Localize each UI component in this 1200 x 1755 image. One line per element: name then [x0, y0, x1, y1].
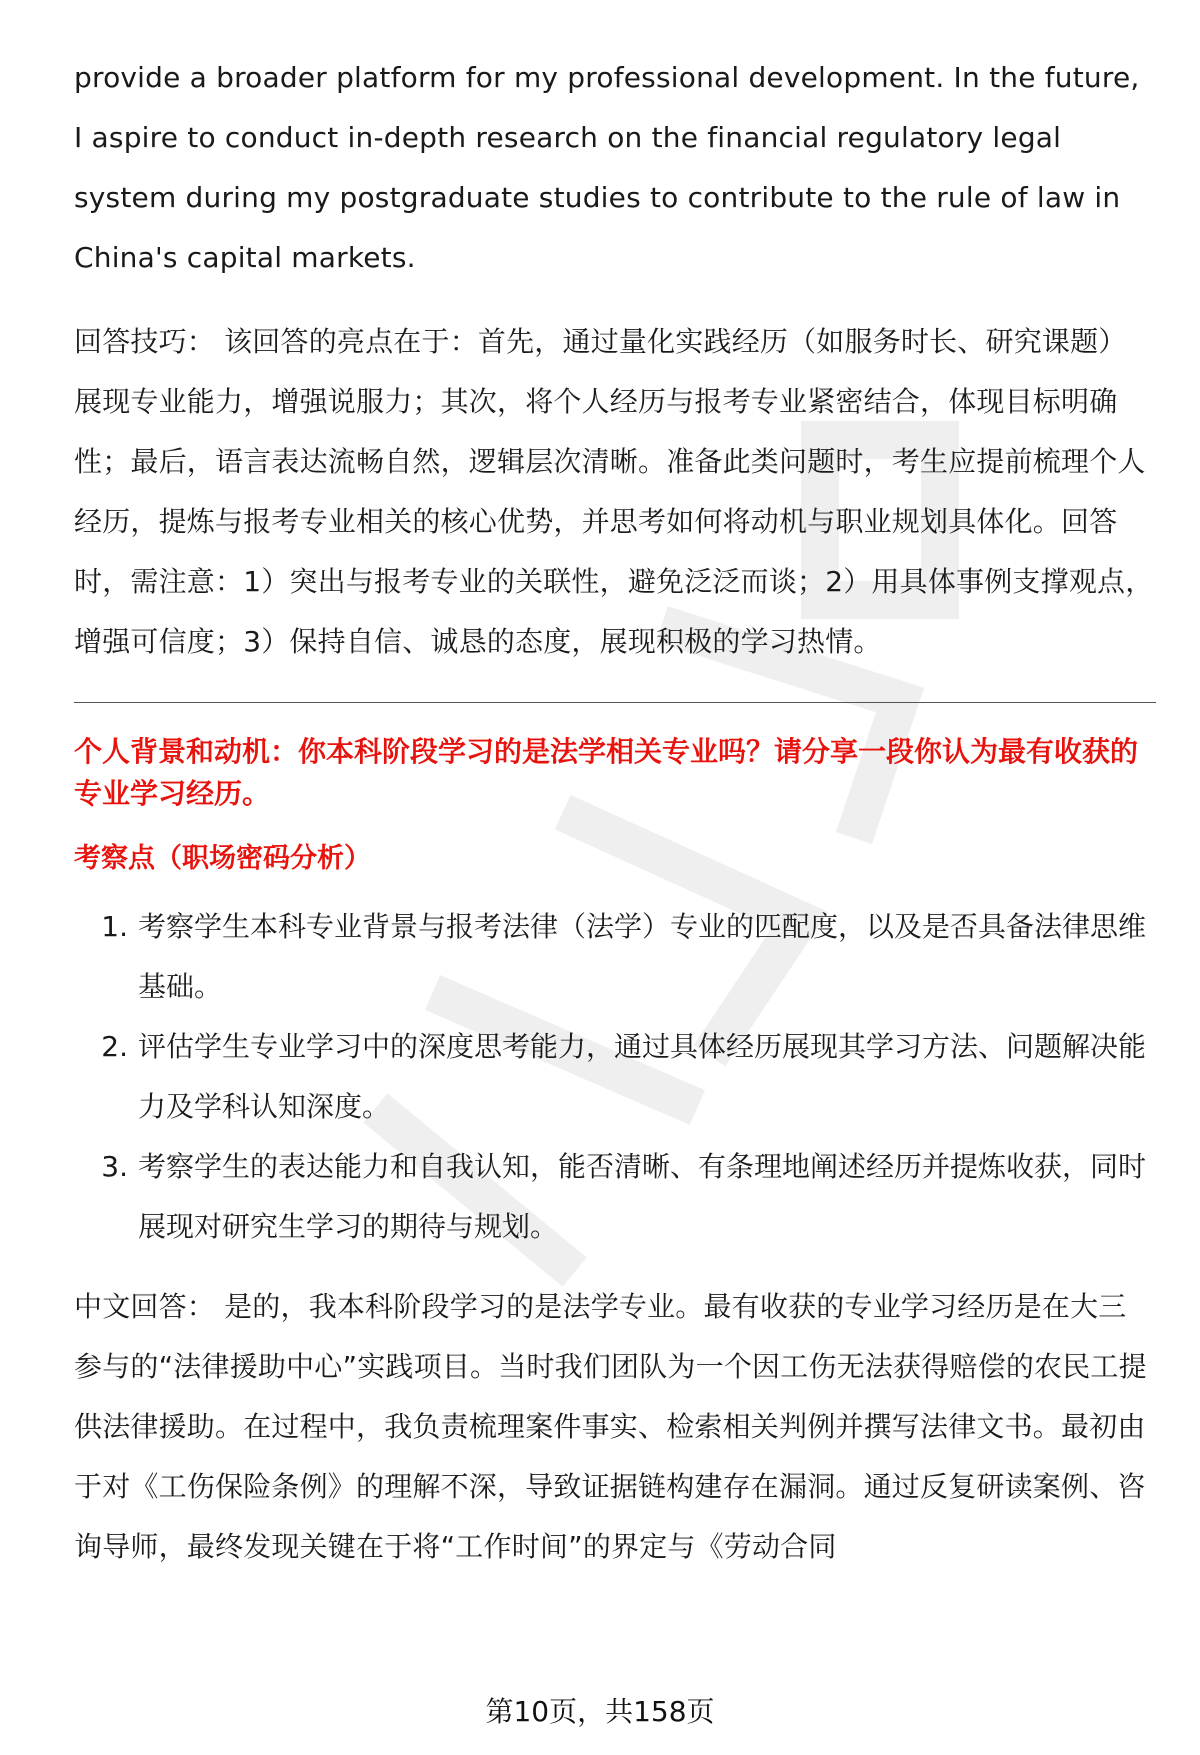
list-item [74, 1017, 1154, 1137]
list-item-text: 考察学生的表达能力和自我认知，能否清晰、有条理地阐述经历并提炼收获，同时展现对研究生学习的期待与规划。 [138, 1150, 1147, 1243]
list-item [74, 897, 1154, 1017]
list-item-text: 考察学生本科专业背景与报考法律（法学）专业的匹配度，以及是否具备法律思维基础。 [138, 910, 1147, 1003]
list-item-number: 3. [101, 1150, 128, 1183]
list-item-number: 2. [101, 1030, 128, 1063]
intro-english-paragraph: provide a broader platform for my professional development. In the future, I aspire to conduct in-depth research on the financial regulatory legal system during my postgraduate studies to contribute to the rule of law in China's capital markets. [74, 61, 1140, 274]
list-item-text: 评估学生专业学习中的深度思考能力，通过具体经历展现其学习方法、问题解决能力及学科认知深度。 [138, 1030, 1147, 1123]
section-divider [74, 702, 1156, 703]
answer-tips-paragraph: 回答技巧： 该回答的亮点在于：首先，通过量化实践经历（如服务时长、研究课题）展现专业能力，增强说服力；其次，将个人经历与报考专业紧密结合，体现目标明确性；最后，语言表达流畅自然，逻辑层次清晰。准备此类问题时，考生应提前梳理个人经历，提炼与报考专业相关的核心优势，并思考如何将动机与职业规划具体化。回答时，需注意：1）突出与报考专业的关联性，避免泛泛而谈；2）用具体事例支撑观点，增强可信度；3）保持自信、诚恳的态度，展现积极的学习热情。 [74, 325, 1154, 658]
page-number-footer: 第10页，共158页 [485, 1695, 715, 1728]
focus-points-title: 考察点（职场密码分析） [74, 843, 371, 874]
list-item [74, 1137, 1154, 1257]
list-item-number: 1. [101, 910, 128, 943]
focus-points-list [74, 897, 1154, 1257]
chinese-answer-paragraph: 中文回答： 是的，我本科阶段学习的是法学专业。最有收获的专业学习经历是在大三参与的“法律援助中心”实践项目。当时我们团队为一个因工伤无法获得赔偿的农民工提供法律援助。在过程中，我负责梳理案件事实、检索相关判例并撰写法律文书。最初由于对《工伤保险条例》的理解不深，导致证据链构建存在漏洞。通过反复研读案例、咨询导师，最终发现关键在于将“工作时间”的界定与《劳动合同 [74, 1290, 1147, 1563]
question-heading: 个人背景和动机：你本科阶段学习的是法学相关专业吗？请分享一段你认为最有收获的专业学习经历。 [74, 735, 1139, 810]
page-content [74, 48, 1154, 1577]
